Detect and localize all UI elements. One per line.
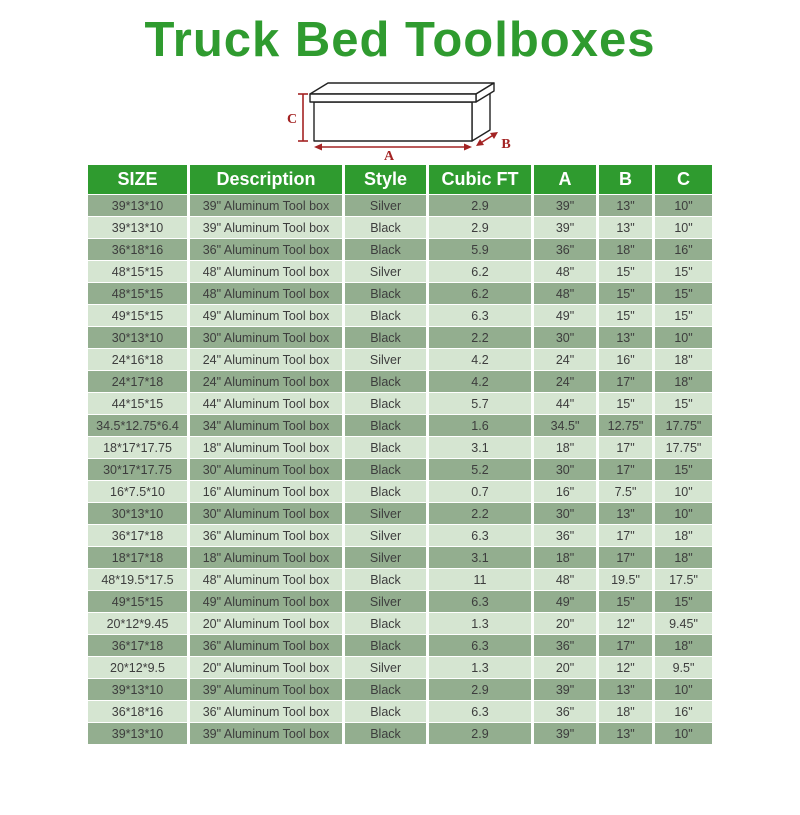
cell-description: 30" Aluminum Tool box: [187, 458, 342, 480]
cell-a: 48": [531, 568, 596, 590]
cell-description: 18" Aluminum Tool box: [187, 546, 342, 568]
cell-style: Black: [342, 458, 426, 480]
cell-size: 44*15*15: [88, 392, 187, 414]
table-row: [88, 348, 712, 370]
cell-c: 15": [652, 282, 712, 304]
cell-size: 39*13*10: [88, 722, 187, 744]
cell-cubic-ft: 5.2: [426, 458, 531, 480]
cell-b: 13": [596, 326, 652, 348]
table-row: [88, 436, 712, 458]
cell-style: Black: [342, 370, 426, 392]
table-row: [88, 678, 712, 700]
table-row: [88, 612, 712, 634]
cell-description: 30" Aluminum Tool box: [187, 326, 342, 348]
table-header-row: [88, 165, 712, 194]
column-header-description: Description: [187, 165, 342, 194]
cell-size: 39*13*10: [88, 194, 187, 216]
cell-cubic-ft: 4.2: [426, 348, 531, 370]
cell-b: 7.5": [596, 480, 652, 502]
cell-size: 30*13*10: [88, 326, 187, 348]
cell-style: Silver: [342, 546, 426, 568]
toolbox-diagram: [280, 81, 520, 161]
cell-description: 24" Aluminum Tool box: [187, 348, 342, 370]
cell-a: 36": [531, 700, 596, 722]
table-row: [88, 260, 712, 282]
cell-b: 17": [596, 370, 652, 392]
cell-style: Black: [342, 238, 426, 260]
cell-style: Silver: [342, 656, 426, 678]
cell-c: 10": [652, 722, 712, 744]
table-row: [88, 634, 712, 656]
cell-a: 36": [531, 634, 596, 656]
cell-b: 15": [596, 260, 652, 282]
cell-c: 18": [652, 634, 712, 656]
cell-description: 36" Aluminum Tool box: [187, 524, 342, 546]
cell-description: 48" Aluminum Tool box: [187, 260, 342, 282]
cell-size: 20*12*9.45: [88, 612, 187, 634]
cell-style: Silver: [342, 194, 426, 216]
cell-description: 20" Aluminum Tool box: [187, 612, 342, 634]
table-row: [88, 590, 712, 612]
cell-c: 10": [652, 480, 712, 502]
cell-b: 13": [596, 678, 652, 700]
cell-a: 24": [531, 370, 596, 392]
cell-cubic-ft: 2.2: [426, 502, 531, 524]
cell-style: Black: [342, 304, 426, 326]
toolbox-size-table: [88, 165, 712, 744]
cell-a: 39": [531, 216, 596, 238]
cell-style: Black: [342, 414, 426, 436]
table-row: [88, 502, 712, 524]
cell-description: 39" Aluminum Tool box: [187, 194, 342, 216]
cell-style: Black: [342, 678, 426, 700]
cell-a: 18": [531, 436, 596, 458]
toolbox-outline: [310, 83, 494, 141]
cell-style: Black: [342, 392, 426, 414]
cell-size: 24*16*18: [88, 348, 187, 370]
cell-cubic-ft: 4.2: [426, 370, 531, 392]
cell-size: 48*15*15: [88, 282, 187, 304]
cell-c: 10": [652, 502, 712, 524]
cell-style: Silver: [342, 524, 426, 546]
cell-cubic-ft: 6.2: [426, 260, 531, 282]
cell-c: 18": [652, 524, 712, 546]
cell-description: 36" Aluminum Tool box: [187, 700, 342, 722]
cell-a: 36": [531, 524, 596, 546]
table-row: [88, 722, 712, 744]
cell-b: 13": [596, 722, 652, 744]
cell-description: 49" Aluminum Tool box: [187, 304, 342, 326]
table-header: [88, 165, 712, 194]
cell-a: 20": [531, 656, 596, 678]
cell-c: 10": [652, 326, 712, 348]
cell-c: 15": [652, 458, 712, 480]
cell-a: 39": [531, 194, 596, 216]
cell-style: Black: [342, 282, 426, 304]
cell-c: 16": [652, 238, 712, 260]
table-row: [88, 392, 712, 414]
cell-cubic-ft: 5.7: [426, 392, 531, 414]
toolbox-3d-drawing: [280, 81, 520, 161]
cell-b: 17": [596, 458, 652, 480]
cell-cubic-ft: 5.9: [426, 238, 531, 260]
cell-size: 36*17*18: [88, 634, 187, 656]
cell-description: 30" Aluminum Tool box: [187, 502, 342, 524]
cell-b: 18": [596, 238, 652, 260]
cell-a: 39": [531, 722, 596, 744]
dimension-c-label: C: [287, 112, 298, 128]
cell-b: 17": [596, 546, 652, 568]
cell-cubic-ft: 3.1: [426, 436, 531, 458]
cell-style: Silver: [342, 502, 426, 524]
cell-size: 36*18*16: [88, 700, 187, 722]
cell-b: 16": [596, 348, 652, 370]
cell-style: Black: [342, 568, 426, 590]
cell-a: 39": [531, 678, 596, 700]
table-row: [88, 194, 712, 216]
cell-b: 12": [596, 612, 652, 634]
cell-cubic-ft: 1.3: [426, 612, 531, 634]
cell-b: 15": [596, 590, 652, 612]
table-row: [88, 370, 712, 392]
cell-cubic-ft: 2.9: [426, 216, 531, 238]
cell-b: 12": [596, 656, 652, 678]
cell-a: 49": [531, 590, 596, 612]
cell-description: 49" Aluminum Tool box: [187, 590, 342, 612]
cell-size: 20*12*9.5: [88, 656, 187, 678]
cell-b: 13": [596, 502, 652, 524]
cell-cubic-ft: 3.1: [426, 546, 531, 568]
cell-b: 12.75": [596, 414, 652, 436]
cell-cubic-ft: 0.7: [426, 480, 531, 502]
table-row: [88, 546, 712, 568]
dimension-b-label: B: [501, 137, 511, 153]
cell-style: Black: [342, 722, 426, 744]
cell-style: Black: [342, 216, 426, 238]
cell-a: 49": [531, 304, 596, 326]
table-row: [88, 458, 712, 480]
cell-a: 34.5": [531, 414, 596, 436]
cell-size: 30*17*17.75: [88, 458, 187, 480]
cell-a: 16": [531, 480, 596, 502]
cell-a: 30": [531, 502, 596, 524]
table-row: [88, 414, 712, 436]
column-header-b: B: [596, 165, 652, 194]
cell-c: 18": [652, 546, 712, 568]
cell-description: 44" Aluminum Tool box: [187, 392, 342, 414]
cell-cubic-ft: 11: [426, 568, 531, 590]
cell-b: 15": [596, 282, 652, 304]
cell-b: 15": [596, 304, 652, 326]
table-row: [88, 304, 712, 326]
cell-description: 20" Aluminum Tool box: [187, 656, 342, 678]
column-header-a: A: [531, 165, 596, 194]
cell-style: Black: [342, 326, 426, 348]
cell-c: 17.75": [652, 436, 712, 458]
cell-a: 44": [531, 392, 596, 414]
cell-b: 13": [596, 194, 652, 216]
cell-style: Black: [342, 480, 426, 502]
cell-size: 36*17*18: [88, 524, 187, 546]
cell-c: 9.5": [652, 656, 712, 678]
cell-style: Silver: [342, 260, 426, 282]
cell-description: 39" Aluminum Tool box: [187, 216, 342, 238]
cell-size: 39*13*10: [88, 216, 187, 238]
cell-size: 30*13*10: [88, 502, 187, 524]
cell-c: 18": [652, 348, 712, 370]
cell-style: Black: [342, 634, 426, 656]
cell-size: 34.5*12.75*6.4: [88, 414, 187, 436]
page-title: Truck Bed Toolboxes: [144, 13, 656, 67]
cell-cubic-ft: 2.9: [426, 722, 531, 744]
cell-a: 24": [531, 348, 596, 370]
column-header-c: C: [652, 165, 712, 194]
cell-description: 48" Aluminum Tool box: [187, 282, 342, 304]
cell-style: Silver: [342, 590, 426, 612]
cell-b: 17": [596, 634, 652, 656]
cell-c: 15": [652, 260, 712, 282]
cell-cubic-ft: 2.2: [426, 326, 531, 348]
cell-description: 16" Aluminum Tool box: [187, 480, 342, 502]
table-row: [88, 238, 712, 260]
dimension-c-line: [298, 94, 308, 141]
cell-c: 10": [652, 678, 712, 700]
cell-description: 24" Aluminum Tool box: [187, 370, 342, 392]
cell-c: 17.75": [652, 414, 712, 436]
cell-c: 10": [652, 216, 712, 238]
cell-cubic-ft: 2.9: [426, 678, 531, 700]
table-row: [88, 700, 712, 722]
cell-description: 36" Aluminum Tool box: [187, 634, 342, 656]
cell-size: 39*13*10: [88, 678, 187, 700]
cell-c: 15": [652, 304, 712, 326]
cell-size: 49*15*15: [88, 304, 187, 326]
cell-a: 48": [531, 260, 596, 282]
cell-description: 48" Aluminum Tool box: [187, 568, 342, 590]
cell-a: 30": [531, 458, 596, 480]
cell-size: 36*18*16: [88, 238, 187, 260]
cell-cubic-ft: 1.3: [426, 656, 531, 678]
cell-size: 48*15*15: [88, 260, 187, 282]
cell-description: 34" Aluminum Tool box: [187, 414, 342, 436]
cell-style: Silver: [342, 348, 426, 370]
cell-style: Black: [342, 436, 426, 458]
table-body: [88, 194, 712, 744]
cell-a: 36": [531, 238, 596, 260]
cell-c: 9.45": [652, 612, 712, 634]
cell-description: 39" Aluminum Tool box: [187, 722, 342, 744]
cell-cubic-ft: 6.3: [426, 524, 531, 546]
cell-b: 18": [596, 700, 652, 722]
table-row: [88, 656, 712, 678]
table-row: [88, 282, 712, 304]
cell-cubic-ft: 6.2: [426, 282, 531, 304]
cell-a: 20": [531, 612, 596, 634]
table-row: [88, 568, 712, 590]
cell-c: 18": [652, 370, 712, 392]
column-header-cubic-ft: Cubic FT: [426, 165, 531, 194]
cell-description: 39" Aluminum Tool box: [187, 678, 342, 700]
cell-a: 18": [531, 546, 596, 568]
cell-size: 49*15*15: [88, 590, 187, 612]
cell-b: 13": [596, 216, 652, 238]
cell-cubic-ft: 6.3: [426, 634, 531, 656]
cell-cubic-ft: 6.3: [426, 304, 531, 326]
cell-b: 17": [596, 524, 652, 546]
cell-c: 15": [652, 392, 712, 414]
cell-c: 15": [652, 590, 712, 612]
cell-c: 17.5": [652, 568, 712, 590]
column-header-size: SIZE: [88, 165, 187, 194]
table-row: [88, 216, 712, 238]
cell-size: 24*17*18: [88, 370, 187, 392]
cell-size: 16*7.5*10: [88, 480, 187, 502]
cell-style: Black: [342, 612, 426, 634]
cell-style: Black: [342, 700, 426, 722]
cell-cubic-ft: 2.9: [426, 194, 531, 216]
cell-size: 18*17*18: [88, 546, 187, 568]
cell-c: 16": [652, 700, 712, 722]
cell-description: 18" Aluminum Tool box: [187, 436, 342, 458]
table-row: [88, 326, 712, 348]
cell-b: 15": [596, 392, 652, 414]
table-row: [88, 524, 712, 546]
column-header-style: Style: [342, 165, 426, 194]
cell-size: 48*19.5*17.5: [88, 568, 187, 590]
dimension-a-label: A: [383, 149, 395, 162]
cell-size: 18*17*17.75: [88, 436, 187, 458]
cell-a: 48": [531, 282, 596, 304]
cell-cubic-ft: 6.3: [426, 590, 531, 612]
table-row: [88, 480, 712, 502]
cell-b: 19.5": [596, 568, 652, 590]
cell-c: 10": [652, 194, 712, 216]
cell-cubic-ft: 6.3: [426, 700, 531, 722]
cell-description: 36" Aluminum Tool box: [187, 238, 342, 260]
cell-a: 30": [531, 326, 596, 348]
cell-b: 17": [596, 436, 652, 458]
cell-cubic-ft: 1.6: [426, 414, 531, 436]
